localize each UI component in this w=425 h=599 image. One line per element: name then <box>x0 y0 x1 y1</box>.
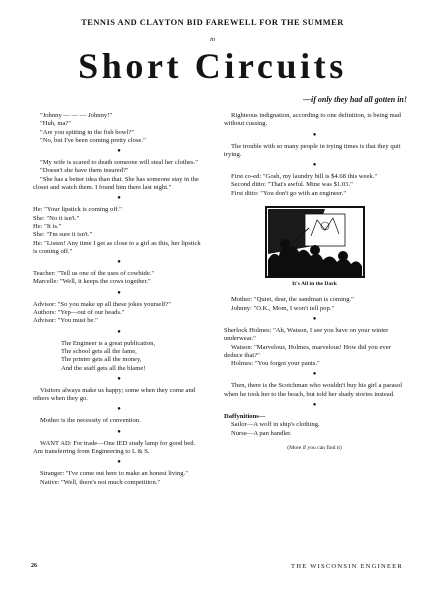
joke-block <box>33 206 205 256</box>
joke-line: Stranger: "I've come out here to make an honest living." <box>40 470 188 478</box>
left-column <box>33 112 205 487</box>
joke-line: Teacher: "Tell us one of the uses of cowhide." <box>33 270 155 278</box>
joke-line: "Doesn't she have them insured?" <box>40 167 129 175</box>
joke-block <box>33 470 205 487</box>
joke-line: Johnny: "O.K., Mom, I won't tell pop." <box>231 304 335 312</box>
header-in: in <box>209 36 216 43</box>
joke-block <box>33 301 205 326</box>
separator-bullet: ● <box>117 195 121 202</box>
joke-line: "My wife is scared to death someone will steal her clothes." <box>40 159 198 167</box>
joke-line: Marcelle: "Well, it keeps the cows together." <box>33 278 151 286</box>
joke-line: Visitors always make us happy; some when they come and others when they go. <box>33 386 196 403</box>
poem-line: The printer gets all the money, <box>61 356 142 364</box>
joke-line: He: "It is." <box>33 222 62 230</box>
magazine-name: THE WISCONSIN ENGINEER <box>291 563 403 570</box>
daffynitions-heading: Daffynitions— <box>224 413 266 421</box>
joke-line: WANT AD: For trade—One IED study lamp for good bed. Am transferring from Engineering to L & S. <box>33 439 196 456</box>
separator-bullet: ● <box>312 131 317 138</box>
joke-line: Righteous indignation, according to one definition, is being mad without cussing. <box>224 112 401 128</box>
header-kicker: TENNIS AND CLAYTON BID FAREWELL FOR THE SUMMER <box>81 18 344 27</box>
page-subtitle: —if only they had all gotten in! <box>302 95 407 104</box>
separator-bullet: ● <box>312 162 317 169</box>
daffynitions-block <box>224 413 405 438</box>
joke-line: Advisor: "You must be." <box>33 317 98 325</box>
joke-block <box>224 327 405 368</box>
separator-bullet: ● <box>117 148 121 155</box>
joke-line: Second ditto: "That's awful. Mine was $1.03." <box>231 181 353 189</box>
joke-block <box>33 112 205 145</box>
joke-line: "No, but I've been coming pretty close." <box>40 136 146 144</box>
joke-block <box>224 173 405 198</box>
joke-line: Sailor—A wolf in ship's clothing. <box>231 421 320 429</box>
separator-bullet: ● <box>312 315 317 322</box>
poem-line: The Engineer is a great publication, <box>61 339 156 347</box>
right-column <box>224 112 405 452</box>
joke-block <box>224 382 405 399</box>
joke-block <box>33 159 205 192</box>
separator-bullet: ● <box>117 375 121 382</box>
poem-line: The school gets all the fame, <box>61 347 137 355</box>
joke-line: Mother: "Quiet, dear, the sandman is coming." <box>231 296 354 304</box>
joke-line: Native: "Well, there's not much competition." <box>40 478 161 486</box>
joke-line: Nurse—A pan handler. <box>231 429 292 437</box>
cartoon-illustration <box>265 206 365 278</box>
joke-line: She: "No it isn't." <box>33 214 80 222</box>
page-title: Short Circuits <box>78 46 347 86</box>
joke-block <box>33 440 205 457</box>
joke-block <box>33 270 205 287</box>
joke-line: Watson: "Marvelous, Holmes, marvelous! How did you ever deduce that?" <box>224 343 391 359</box>
cartoon-caption: It's All in the Dark <box>292 281 337 288</box>
poem-block <box>33 340 205 373</box>
joke-line: First ditto: "You don't go with an engineer." <box>231 189 347 197</box>
joke-block <box>33 387 205 404</box>
joke-line: Then, there is the Scotchman who wouldn't buy his girl a parasol when he took her to the beach, but told her shady stories instead. <box>224 382 403 398</box>
separator-bullet: ● <box>117 459 121 466</box>
separator-bullet: ● <box>312 402 317 409</box>
separator-bullet: ● <box>117 428 121 435</box>
joke-line: First co-ed: "Gosh, my laundry bill is $4.68 this week." <box>231 173 378 181</box>
joke-line: "Are you spitting in the fish bowl?" <box>40 128 135 136</box>
separator-bullet: ● <box>117 406 121 413</box>
poem-line: And the staff gets all the blame! <box>61 364 146 372</box>
joke-line: The trouble with so many people in trying times is that they quit trying. <box>224 142 401 158</box>
joke-line: He: "Your lipstick is coming off." <box>33 206 122 214</box>
separator-bullet: ● <box>117 328 121 335</box>
joke-line: "Johnny — — — Johnny!" <box>40 112 113 119</box>
joke-block <box>224 112 405 129</box>
joke-block <box>224 296 405 313</box>
joke-line: She: "I'm sure it isn't." <box>33 231 93 239</box>
separator-bullet: ● <box>312 371 317 378</box>
separator-bullet: ● <box>117 289 121 296</box>
joke-line: Mother is the necessity of convention. <box>40 417 141 425</box>
joke-line: Sherlock Holmes: "Ah, Watson, I see you have on your winter underwear." <box>224 326 389 343</box>
joke-line: Holmes: "You forgot your pants." <box>231 360 320 368</box>
page-number: 26 <box>31 563 37 569</box>
joke-line: Advisor: "So you make up all these jokes yourself?" <box>33 300 171 308</box>
separator-bullet: ● <box>117 259 121 266</box>
joke-line: Authors: "Yep—out of our heads." <box>33 309 125 317</box>
joke-block <box>33 417 205 425</box>
joke-line: "Huh, ma?" <box>40 120 72 128</box>
joke-block <box>224 143 405 160</box>
more-note: (More if you can find it) <box>287 444 342 451</box>
joke-line: "She has a better idea than that. She has someone stay in the closet and watch them. I found him there last night." <box>33 175 199 192</box>
joke-line: He: "Listen! Any time I get as close to a girl as this, her lipstick is coming off." <box>33 239 201 255</box>
